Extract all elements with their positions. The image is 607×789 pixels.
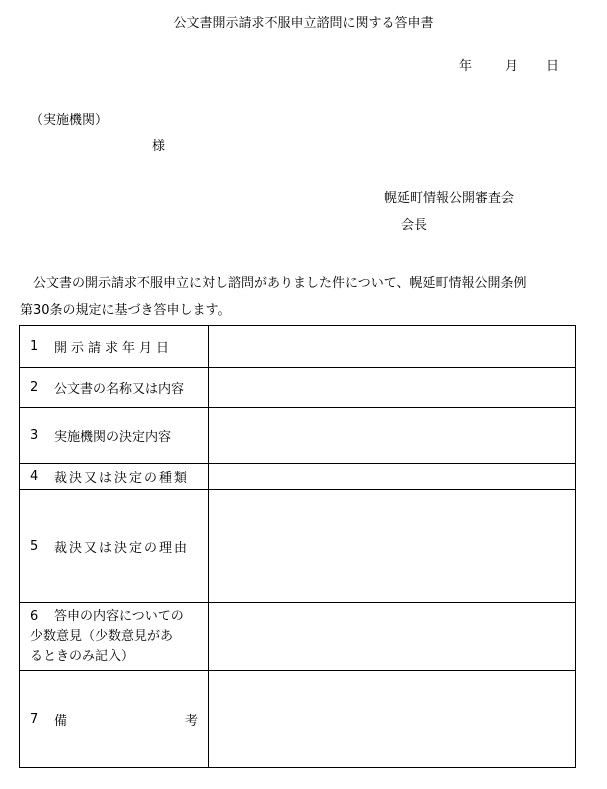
date-day-label: 日: [546, 59, 560, 74]
table-row: [20, 326, 576, 368]
sender-chair: 会長: [401, 218, 428, 233]
row-number: 5: [30, 538, 39, 554]
row-value-field[interactable]: [209, 326, 576, 368]
row-number: 4: [30, 469, 39, 484]
row-label-cell: [20, 326, 209, 368]
row-label-line-3: るときのみ記入）: [30, 648, 135, 664]
table-row: [20, 464, 576, 490]
row-label-cell: [20, 603, 209, 671]
row-label-cell: [20, 368, 209, 408]
table-row: [20, 490, 576, 603]
table-row: [20, 368, 576, 408]
row-label-part-2: 考: [184, 713, 198, 729]
body-line-2: 第30条の規定に基づき答申します。: [20, 303, 231, 318]
row-label: 公文書の名称又は内容: [54, 382, 185, 397]
row-label: 開示請求年月日: [54, 341, 174, 356]
row-value-field[interactable]: [209, 490, 576, 603]
row-number: 3: [30, 428, 39, 443]
date-month-label: 月: [505, 59, 519, 74]
recipient-honorific: 様: [152, 139, 166, 154]
row-label-cell: [20, 408, 209, 464]
row-label: [30, 607, 202, 667]
body-paragraph: [20, 270, 598, 324]
table-row: [20, 603, 576, 671]
row-number: 7: [30, 711, 39, 727]
row-number: 2: [30, 380, 39, 395]
row-label: 裁決又は決定の種類: [54, 471, 190, 486]
row-label-cell: [20, 490, 209, 603]
row-value-field[interactable]: [209, 408, 576, 464]
recipient-agency: （実施機関）: [30, 113, 109, 128]
sender-council: 幌延町情報公開審査会: [384, 191, 515, 206]
row-label-line-1: 答申の内容についての: [54, 608, 184, 624]
table-row: [20, 671, 576, 768]
row-value-field[interactable]: [209, 368, 576, 408]
row-label-line-2: 少数意見（少数意見があ: [30, 628, 174, 644]
row-value-field[interactable]: [209, 671, 576, 768]
row-label-cell: [20, 671, 209, 768]
row-value-field[interactable]: [209, 603, 576, 671]
date-line: [0, 59, 607, 75]
date-year-label: 年: [459, 59, 473, 74]
row-number: 1: [30, 339, 39, 354]
row-label-cell: [20, 464, 209, 490]
document-title: 公文書開示請求不服申立諮問に関する答申書: [173, 16, 434, 31]
table-row: [20, 408, 576, 464]
body-line-1: 公文書の開示請求不服申立に対し諮問がありました件について、幌延町情報公開条例: [33, 276, 527, 291]
response-form-table: [19, 325, 576, 768]
row-label: [54, 710, 202, 729]
row-value-field[interactable]: [209, 464, 576, 490]
row-label: 裁決又は決定の理由: [54, 540, 190, 556]
row-label-part-1: 備: [54, 713, 68, 729]
row-label: 実施機関の決定内容: [54, 430, 172, 445]
row-number: 6: [30, 608, 39, 624]
